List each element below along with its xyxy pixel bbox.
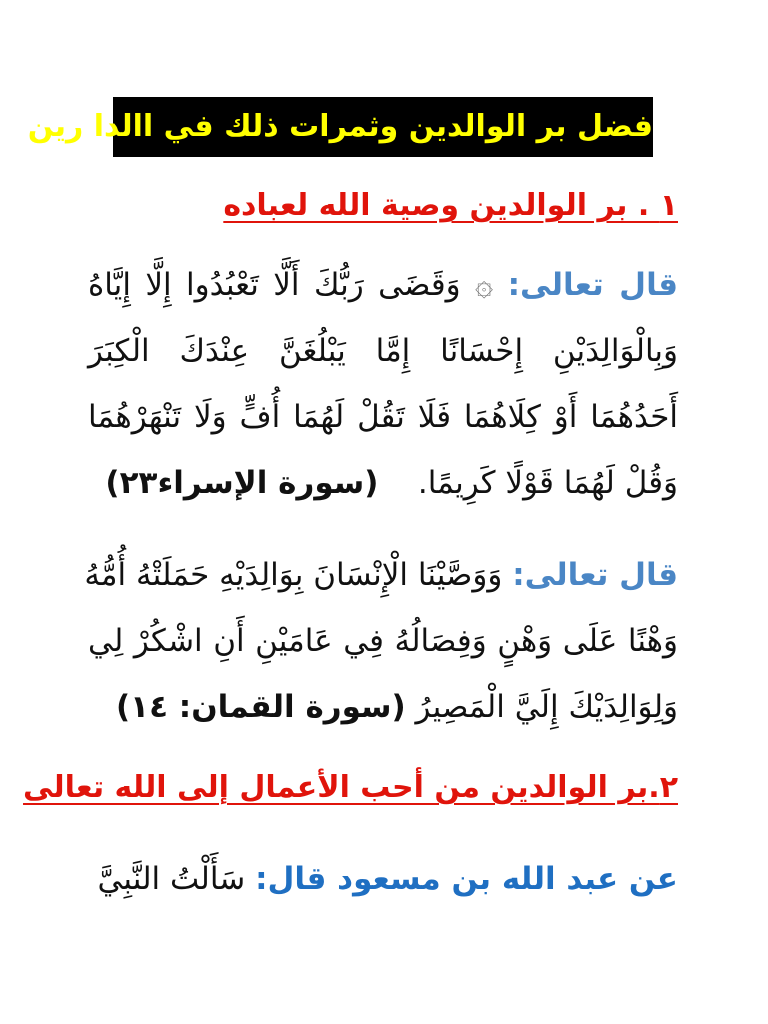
qaal-taala-label: قال تعالى: [512,557,678,593]
hadith-line [98,846,678,912]
verse-line: أَحَدُهُمَا أَوْ كِلَاهُمَا فَلَا تَقُلْ لَهُمَا أُفٍّ وَلَا تَنْهَرْهُمَا [88,399,678,435]
section-1-heading: ١ . بر الوالدين وصية الله لعباده [223,188,678,223]
verse-text: وَقَضَى رَبُّكَ أَلَّا تَعْبُدُوا إِلَّا إِيَّاهُ [88,267,461,303]
verse-luqman-14 [84,542,678,740]
verse-line: وَهْنًا عَلَى وَهْنٍ وَفِصَالُهُ فِي عَامَيْنِ أَنِ اشْكُرْ لِي [88,623,678,659]
verse-text: وَقُلْ لَهُمَا قَوْلًا كَرِيمًا. [417,465,678,501]
verse-line [88,450,678,516]
hadith-text: سَأَلْتُ النَّبِيَّ [97,861,246,897]
quran-ornament-icon: ۞ [475,267,494,303]
narrator-label: عن عبد الله بن مسعود قال: [255,861,678,897]
verse-isra-23 [88,252,678,516]
verse-line [84,542,678,608]
verse-line [88,252,678,318]
surah-reference: (سورة الإسراء٢٣) [105,465,379,501]
section-2-heading: ٢.بر الوالدين من أحب الأعمال إلى الله تعالى [23,770,678,805]
page-title: فضل بر الوالدين وثمرات ذلك في االدا رين [113,97,653,157]
qaal-taala-label: قال تعالى: [507,267,679,303]
verse-line: وَبِالْوَالِدَيْنِ إِحْسَانًا إِمَّا يَبْلُغَنَّ عِنْدَكَ الْكِبَرَ [88,333,678,369]
surah-reference: (سورة القمان: ١٤) [115,689,406,725]
verse-text: وَلِوَالِدَيْكَ إِلَيَّ الْمَصِيرُ [415,689,678,725]
verse-text: وَوَصَّيْنَا الْإِنْسَانَ بِوَالِدَيْهِ حَمَلَتْهُ أُمُّهُ [84,557,503,593]
verse-line [88,674,678,740]
